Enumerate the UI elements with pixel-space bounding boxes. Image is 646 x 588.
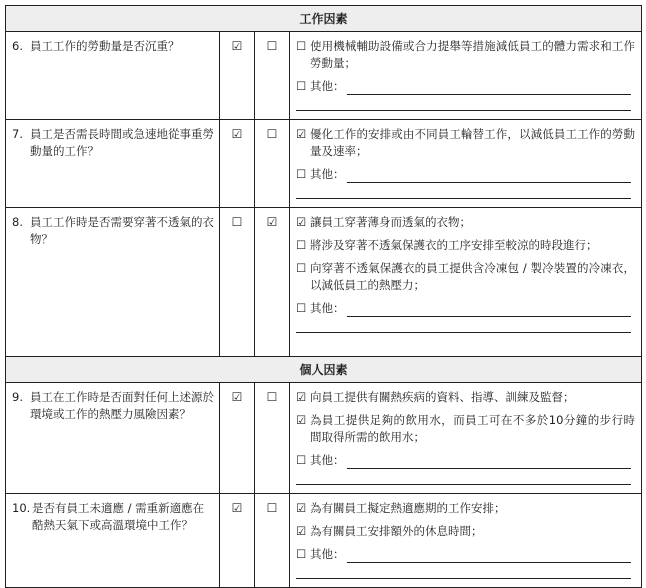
measure-text: 為員工提供足夠的飲用水，而員工可在不多於10分鐘的步行時間取得所需的飲用水； — [310, 413, 636, 444]
question-text: 員工是否需長時間或急速地從事重勞動量的工作？ — [30, 127, 214, 158]
measure-option[interactable] — [296, 389, 635, 406]
yes-checkbox[interactable]: ☐ — [220, 208, 255, 357]
question-row — [6, 494, 642, 588]
question-cell — [6, 383, 220, 494]
measure-checkbox[interactable]: ☐ — [296, 261, 307, 275]
section-title: 個人因素 — [6, 357, 642, 383]
yes-checkbox[interactable]: ☑ — [220, 383, 255, 494]
question-cell — [6, 494, 220, 588]
measures-cell — [290, 383, 642, 494]
question-number: 7. — [12, 127, 23, 141]
other-label: 其他： — [310, 167, 345, 181]
section-header-row — [6, 357, 642, 383]
other-label: 其他： — [310, 79, 345, 93]
measure-option[interactable] — [296, 126, 635, 160]
measure-checkbox[interactable]: ☑ — [296, 413, 307, 427]
measures-cell — [290, 208, 642, 357]
other-write-in-field[interactable] — [347, 82, 632, 95]
question-text: 是否有員工未適應 / 需重新適應在酷熱天氣下或高溫環境中工作？ — [32, 501, 205, 532]
measure-text: 優化工作的安排或由不同員工輪替工作，以減低員工工作的勞動量及速率； — [310, 127, 636, 158]
measures-cell — [290, 120, 642, 208]
measure-text: 向穿著不透氣保護衣的員工提供含冷凍包 / 製冷裝置的冷凍衣，以減低員工的熱壓力； — [310, 261, 636, 292]
measures-cell — [290, 494, 642, 588]
other-write-in-line[interactable] — [296, 183, 631, 199]
other-write-in-line[interactable] — [296, 563, 631, 579]
measure-option[interactable] — [296, 237, 635, 254]
measure-checkbox[interactable]: ☐ — [296, 238, 307, 252]
other-label: 其他： — [310, 453, 345, 467]
question-row — [6, 208, 642, 357]
other-write-in-field[interactable] — [347, 304, 632, 317]
no-checkbox[interactable]: ☐ — [255, 494, 290, 588]
section-header-row — [6, 6, 642, 32]
measure-checkbox[interactable]: ☑ — [296, 524, 307, 538]
other-checkbox[interactable]: ☐ — [296, 167, 307, 181]
other-checkbox[interactable]: ☐ — [296, 453, 307, 467]
measure-option[interactable] — [296, 38, 635, 72]
other-write-in-field[interactable] — [347, 550, 632, 563]
other-checkbox[interactable]: ☐ — [296, 79, 307, 93]
measure-option[interactable] — [296, 412, 635, 446]
other-option[interactable] — [296, 546, 635, 563]
no-checkbox[interactable]: ☑ — [255, 208, 290, 357]
measure-text: 為有關員工安排額外的休息時間； — [310, 524, 483, 538]
other-option[interactable] — [296, 166, 635, 183]
measure-option[interactable] — [296, 523, 635, 540]
measures-cell — [290, 32, 642, 120]
question-cell — [6, 208, 220, 357]
measure-checkbox[interactable]: ☑ — [296, 501, 307, 515]
section-title: 工作因素 — [6, 6, 642, 32]
measure-text: 讓員工穿著薄身而透氣的衣物； — [310, 215, 471, 229]
yes-checkbox[interactable]: ☑ — [220, 120, 255, 208]
measure-text: 將涉及穿著不透氣保護衣的工序安排至較涼的時段進行； — [310, 238, 598, 252]
question-text: 員工在工作時是否面對任何上述源於環境或工作的熱壓力風險因素？ — [30, 390, 214, 421]
other-option[interactable] — [296, 78, 635, 95]
measure-text: 向員工提供有關熱疾病的資料、指導、訓練及監督； — [310, 390, 575, 404]
measure-option[interactable] — [296, 260, 635, 294]
checklist-body — [6, 6, 642, 588]
question-number: 8. — [12, 215, 23, 229]
no-checkbox[interactable]: ☐ — [255, 383, 290, 494]
question-row — [6, 383, 642, 494]
measure-text: 為有關員工擬定熱適應期的工作安排； — [310, 501, 506, 515]
measure-checkbox[interactable]: ☐ — [296, 39, 307, 53]
measure-option[interactable] — [296, 500, 635, 517]
other-option[interactable] — [296, 300, 635, 317]
no-checkbox[interactable]: ☐ — [255, 32, 290, 120]
question-text: 員工工作的勞動量是否沉重？ — [30, 39, 180, 53]
other-option[interactable] — [296, 452, 635, 469]
no-checkbox[interactable]: ☐ — [255, 120, 290, 208]
measure-option[interactable] — [296, 214, 635, 231]
question-number: 9. — [12, 390, 23, 404]
measure-checkbox[interactable]: ☑ — [296, 127, 307, 141]
other-write-in-line[interactable] — [296, 469, 631, 485]
other-write-in-field[interactable] — [347, 456, 632, 469]
measure-checkbox[interactable]: ☑ — [296, 215, 307, 229]
question-cell — [6, 32, 220, 120]
question-cell — [6, 120, 220, 208]
yes-checkbox[interactable]: ☑ — [220, 32, 255, 120]
other-write-in-line[interactable] — [296, 317, 631, 333]
measure-text: 使用機械輔助設備或合力提舉等措施減低員工的體力需求和工作勞動量； — [310, 39, 636, 70]
question-row — [6, 120, 642, 208]
question-text: 員工工作時是否需要穿著不透氣的衣物？ — [30, 215, 214, 246]
checklist-table — [5, 5, 642, 588]
other-write-in-field[interactable] — [347, 170, 632, 183]
other-checkbox[interactable]: ☐ — [296, 547, 307, 561]
other-label: 其他： — [310, 301, 345, 315]
checklist-sheet — [5, 5, 641, 588]
yes-checkbox[interactable]: ☑ — [220, 494, 255, 588]
other-write-in-line[interactable] — [296, 95, 631, 111]
question-number: 10. — [12, 501, 31, 515]
measure-checkbox[interactable]: ☑ — [296, 390, 307, 404]
question-row — [6, 32, 642, 120]
question-number: 6. — [12, 39, 23, 53]
other-label: 其他： — [310, 547, 345, 561]
other-checkbox[interactable]: ☐ — [296, 301, 307, 315]
